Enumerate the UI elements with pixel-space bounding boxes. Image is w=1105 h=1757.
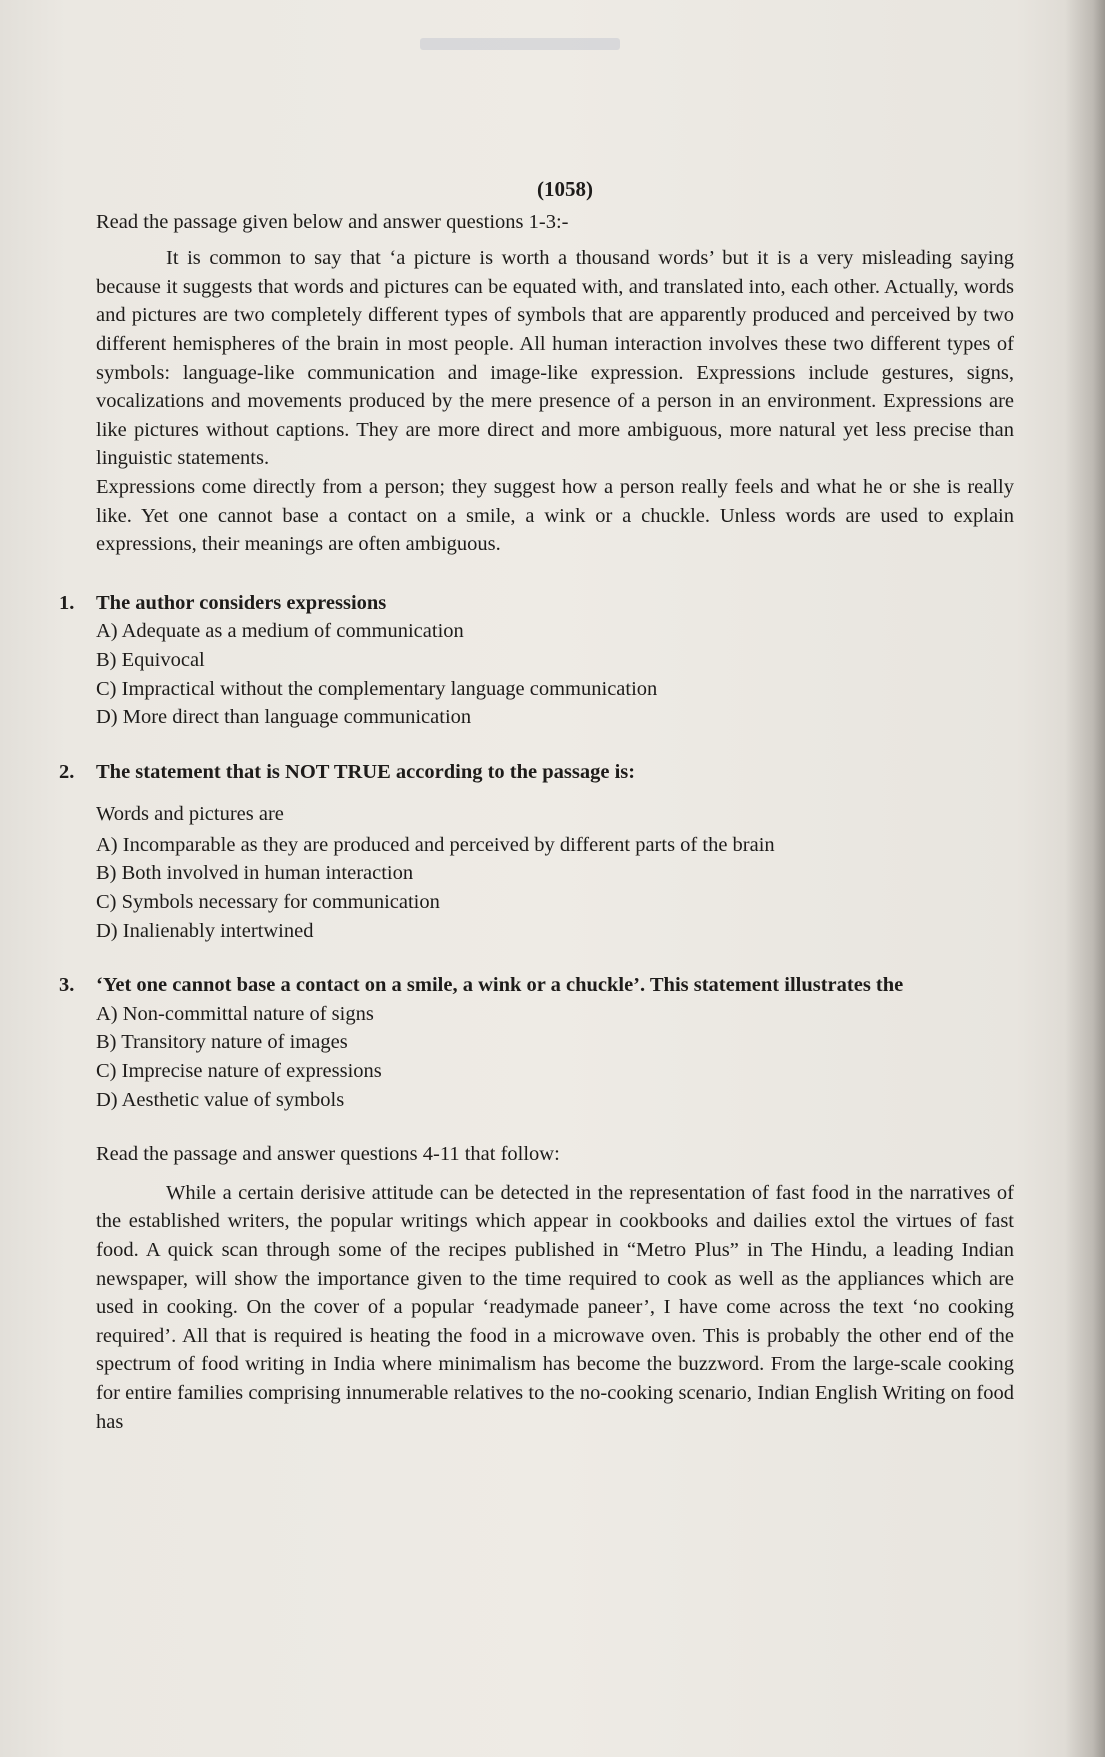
instructions-passage-1: Read the passage given below and answer questions 1-3:- (96, 210, 569, 233)
question-1 (59, 589, 1014, 732)
option-a: A) Non-committal nature of signs (96, 1002, 374, 1025)
options-list (96, 831, 1014, 945)
option-b: B) Transitory nature of images (96, 1031, 348, 1054)
option-d: D) Aesthetic value of symbols (96, 1088, 345, 1111)
option-c: C) Symbols necessary for communication (96, 891, 440, 914)
option-c: C) Impractical without the complementary language communication (96, 677, 658, 700)
option-d: D) Inalienably intertwined (96, 919, 314, 942)
question-number: 3. (59, 974, 75, 997)
paper-code: (1058) (537, 177, 593, 201)
passage-1-paragraph-2: Expressions come directly from a person; they suggest how a person really feels and what he or she is really like. Yet one cannot base a contact on a smile, a wink or a chuckle. Unless words are used to explain expressions, their meanings are often ambiguous. (96, 475, 1014, 556)
options-list (96, 617, 1014, 731)
page-content (59, 175, 1014, 1436)
question-number: 1. (59, 591, 75, 614)
question-text: The author considers expressions (96, 591, 387, 614)
show-through-smudge (420, 38, 620, 50)
question-text: ‘Yet one cannot base a contact on a smile, a wink or a chuckle’. This statement illustrates the (96, 974, 904, 997)
question-number: 2. (59, 760, 75, 783)
question-3 (59, 971, 1014, 1114)
question-text: The statement that is NOT TRUE according to the passage is: (96, 760, 636, 783)
option-c: C) Imprecise nature of expressions (96, 1060, 382, 1083)
question-2 (59, 758, 1014, 946)
passage-2-paragraph: While a certain derisive attitude can be detected in the representation of fast food in the narratives of the established writers, the popular writings which appear in cookbooks and dailies extol the virtues of fast food. A quick scan through some of the recipes published in “Metro Plus” in The Hindu, a leading Indian newspaper, will show the importance given to the time required to cook as well as the appliances which are used in cooking. On the cover of a popular ‘readymade paneer’, I have come across the text ‘no cooking required’. All that is required is heating the food in a microwave oven. This is probably the other end of the spectrum of food writing in India where minimalism has become the buzzword. From the large-scale cooking for entire families comprising innumerable relatives to the no-cooking scenario, Indian English Writing on food has (96, 1181, 1014, 1433)
option-d: D) More direct than language communication (96, 706, 472, 729)
passage-1-paragraph-1: It is common to say that ‘a picture is worth a thousand words’ but it is a very misleading saying because it suggests that words and pictures can be equated with, and translated into, each other. Actually, words and pictures are two completely different types of symbols that are apparently produced and perceived by two different hemispheres of the brain in most people. All human interaction involves these two different types of symbols: language-like communication and image-like expression. Expressions include gestures, signs, vocalizations and movements produced by the mere presence of a person in an environment. Expressions are like pictures without captions. They are more direct and more ambiguous, more natural yet less precise than linguistic statements. (96, 247, 1014, 470)
option-b: B) Equivocal (96, 648, 205, 671)
question-lead-text: Words and pictures are (96, 803, 284, 826)
option-b: B) Both involved in human interaction (96, 862, 414, 885)
option-a: A) Incomparable as they are produced and perceived by different parts of the brain (96, 833, 775, 856)
instructions-passage-2: Read the passage and answer questions 4-11 that follow: (96, 1143, 560, 1166)
options-list (96, 1000, 1014, 1114)
option-a: A) Adequate as a medium of communication (96, 620, 464, 643)
page-edge-shadow (1065, 0, 1105, 1757)
